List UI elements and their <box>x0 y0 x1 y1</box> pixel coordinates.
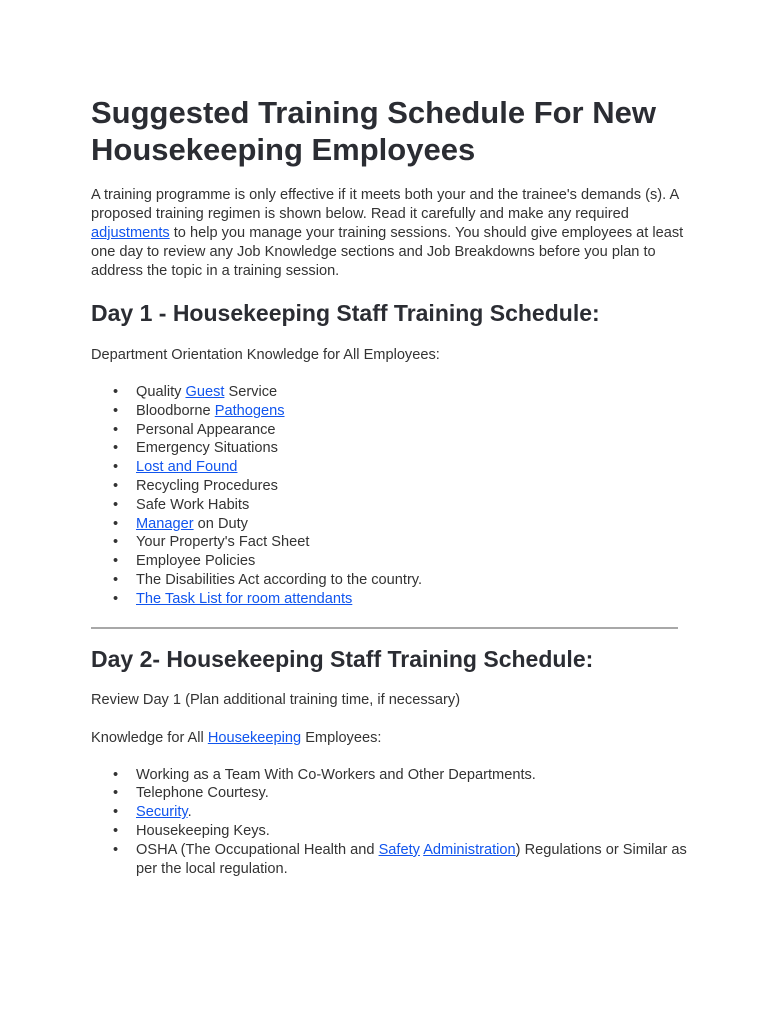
day2-review: Review Day 1 (Plan additional training time, if necessary) <box>91 691 461 708</box>
list-item <box>91 803 691 822</box>
list-item-text: Employee Policies <box>136 553 256 570</box>
administration-link[interactable]: Administration <box>423 841 516 858</box>
bullet-icon: • <box>113 785 119 802</box>
list-item <box>91 571 691 590</box>
list-item <box>91 439 691 458</box>
day1-subtitle: Department Orientation Knowledge for All Employees: <box>91 347 440 363</box>
list-item-text: Service <box>224 384 278 400</box>
bullet-icon: • <box>113 477 119 494</box>
bullet-icon: • <box>113 571 119 588</box>
bullet-icon: • <box>113 496 119 513</box>
list-item-link[interactable]: Lost and Found <box>136 459 238 476</box>
list-item-text: Telephone Courtesy. <box>136 785 269 802</box>
osha-text-end: ) Regulations or Similar as per the local regulation. <box>136 841 687 877</box>
list-item <box>91 822 691 841</box>
list-item-text: Bloodborne <box>136 402 215 419</box>
list-item-text: Housekeeping Keys. <box>136 822 270 839</box>
intro-text: A training programme is only effective if it meets both your and the trainee's demands (s). A proposed training regimen is shown below. Read it carefully and make any required <box>91 187 679 222</box>
adjustments-link[interactable]: adjustments <box>91 225 170 241</box>
list-item-text: Recycling Procedures <box>136 477 278 494</box>
bullet-icon: • <box>113 553 119 570</box>
knowledge-text-end: Employees: <box>301 729 382 746</box>
page-title: Suggested Training Schedule For New Housekeeping Employees <box>91 95 656 167</box>
bullet-icon: • <box>113 402 119 419</box>
list-item-osha <box>91 841 691 879</box>
bullet-icon: • <box>113 459 119 476</box>
bullet-icon: • <box>113 421 119 438</box>
day1-heading: Day 1 - Housekeeping Staff Training Schedule: <box>91 300 600 326</box>
list-item-text: Quality <box>136 384 186 400</box>
list-item-text: The Disabilities Act according to the country. <box>136 571 423 588</box>
list-item-text: Personal Appearance <box>136 421 276 438</box>
bullet-icon: • <box>113 440 119 457</box>
list-item <box>91 496 691 515</box>
intro-text-end: to help you manage your training sessions. You should give employees at least one day to review any Job Knowledge sections and Job Breakdowns before you plan to address the topic in a training session. <box>91 225 684 279</box>
list-item-link[interactable]: Security <box>136 804 188 821</box>
list-item-text: . <box>187 804 192 821</box>
list-item-text: Working as a Team With Co-Workers and Other Departments. <box>136 766 536 783</box>
bullet-icon: • <box>113 534 119 551</box>
bullet-icon: • <box>113 804 119 821</box>
list-item <box>91 515 691 534</box>
list-item <box>91 552 691 571</box>
list-item <box>91 766 691 785</box>
list-item-link[interactable]: Guest <box>185 384 225 400</box>
list-item <box>91 383 691 402</box>
list-item <box>91 590 691 609</box>
day2-heading: Day 2- Housekeeping Staff Training Schedule: <box>91 645 594 672</box>
bullet-icon: • <box>113 766 119 783</box>
list-item <box>91 784 691 803</box>
list-item <box>91 421 691 440</box>
list-item-text: Emergency Situations <box>136 440 278 457</box>
list-item <box>91 533 691 552</box>
osha-text: OSHA (The Occupational Health and <box>136 841 379 858</box>
list-item-text: Safe Work Habits <box>136 496 250 513</box>
bullet-icon: • <box>113 590 119 607</box>
list-item-text: on Duty <box>193 515 248 532</box>
bullet-icon: • <box>113 384 119 400</box>
day1-list <box>91 383 691 609</box>
day2-knowledge <box>91 729 691 748</box>
bullet-icon: • <box>113 841 119 858</box>
housekeeping-link[interactable]: Housekeeping <box>207 729 302 746</box>
list-item <box>91 402 691 421</box>
list-item <box>91 458 691 477</box>
intro-paragraph <box>91 186 691 281</box>
list-item-text: Your Property's Fact Sheet <box>136 534 310 551</box>
list-item-link[interactable]: Manager <box>136 515 194 532</box>
section-divider <box>91 627 678 629</box>
list-item <box>91 477 691 496</box>
safety-link[interactable]: Safety <box>378 841 420 858</box>
bullet-icon: • <box>113 515 119 532</box>
list-item-link[interactable]: Pathogens <box>214 402 285 419</box>
day2-list <box>91 766 691 841</box>
bullet-icon: • <box>113 822 119 839</box>
knowledge-text: Knowledge for All <box>91 729 208 746</box>
list-item-link[interactable]: The Task List for room attendants <box>136 590 353 607</box>
